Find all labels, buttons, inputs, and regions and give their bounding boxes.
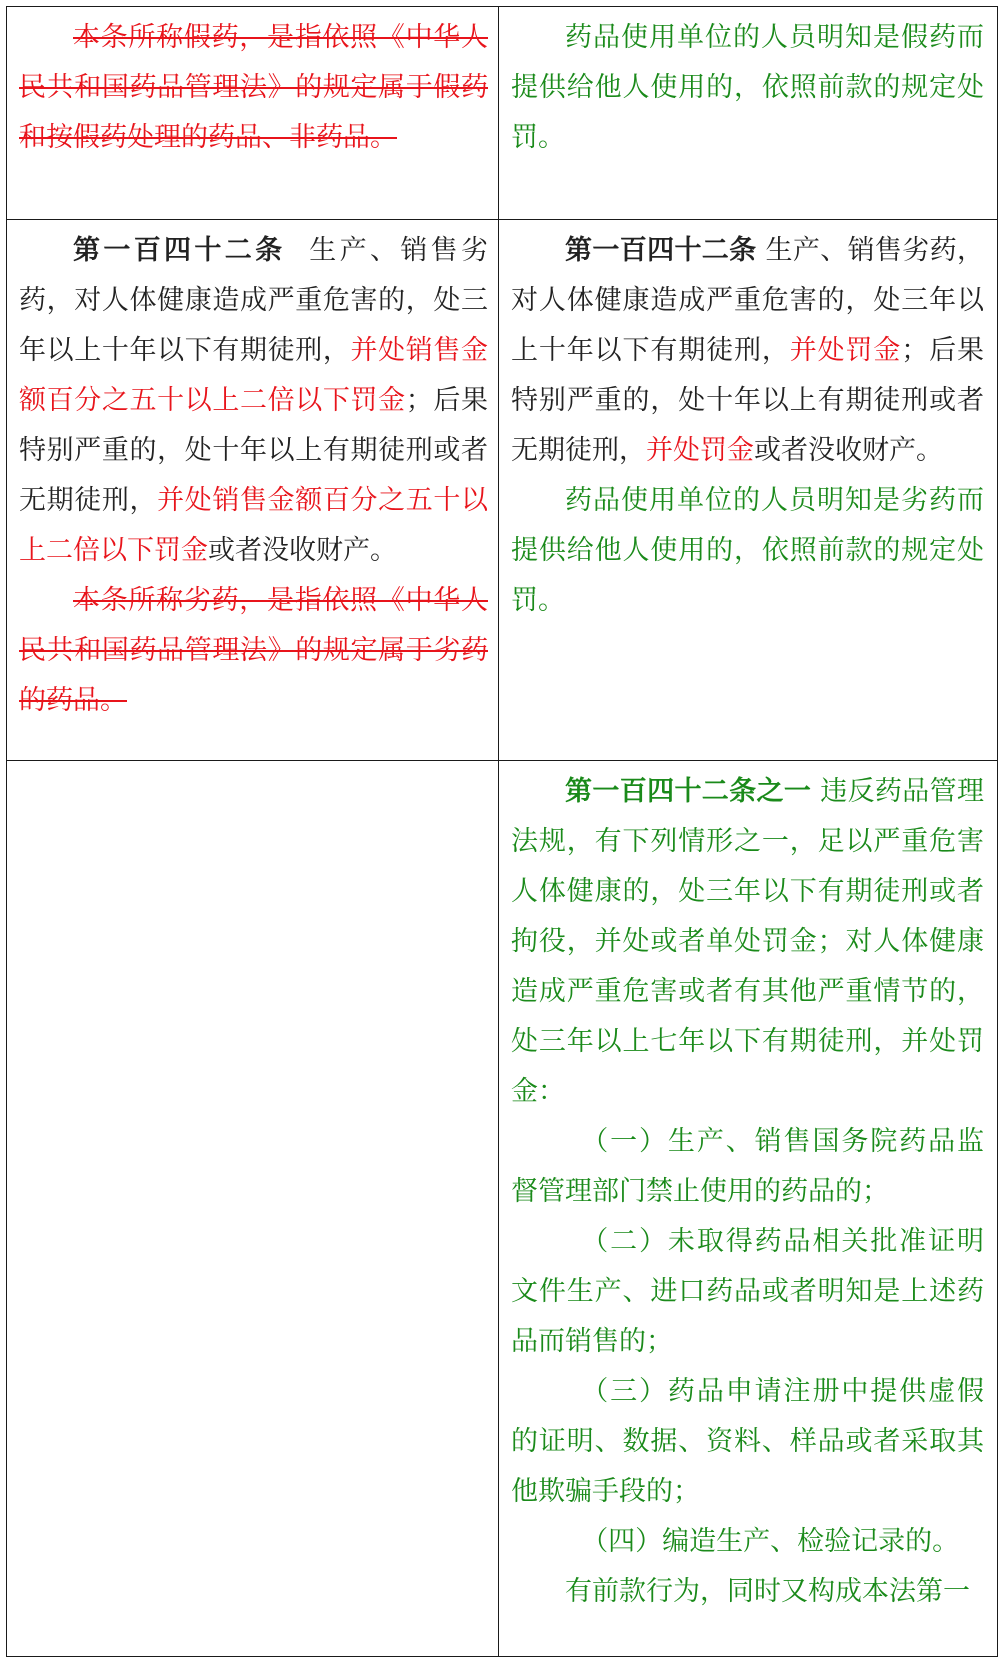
changed-text: 并处罚金 xyxy=(646,435,754,466)
list-item xyxy=(511,1217,984,1367)
left-cell-old-text xyxy=(7,220,499,760)
left-cell-old-text xyxy=(7,7,499,219)
article-text: ；后果特别严重的，处十年以上有期徒刑或者无期徒刑， xyxy=(511,335,984,466)
right-cell-new-text xyxy=(499,7,994,219)
article-text: 生产、销售劣药，对人体健康造成严重危害的，处三年以上十年以下有期徒刑， xyxy=(19,235,489,366)
added-paragraph xyxy=(511,476,984,626)
list-item-text: （四）编造生产、检验记录的。 xyxy=(581,1526,960,1557)
changed-text: 并处销售金额百分之五十以上二倍以下罚金 xyxy=(19,335,488,416)
changed-text: 并处销售金额百分之五十以上二倍以下罚金 xyxy=(19,485,488,566)
article-paragraph xyxy=(511,767,984,1117)
tail-paragraph xyxy=(511,1567,984,1617)
changed-text: 并处罚金 xyxy=(789,335,902,366)
added-text: 药品使用单位的人员明知是劣药而提供给他人使用的，依照前款的规定处罚。 xyxy=(511,485,984,616)
deleted-text: 本条所称劣药，是指依照《中华人民共和国药品管理法》的规定属于劣药的药品。 xyxy=(19,585,488,716)
right-cell-new-text xyxy=(499,220,994,760)
table-row xyxy=(7,761,997,1657)
deleted-paragraph xyxy=(19,13,488,163)
article-text: 违反药品管理法规，有下列情形之一，足以严重危害人体健康的，处三年以下有期徒刑或者拘役，并处或者单处罚金；对人体健康造成严重危害或者有其他严重情节的，处三年以上七年以下有期徒刑，并处罚金： xyxy=(511,776,985,1107)
added-text: 药品使用单位的人员明知是假药而提供给他人使用的，依照前款的规定处罚。 xyxy=(511,22,984,153)
right-cell-new-text xyxy=(499,761,994,1656)
article-paragraph xyxy=(19,226,488,576)
article-paragraph xyxy=(511,226,984,476)
article-text: 或者没收财产。 xyxy=(754,435,943,466)
article-text: 或者没收财产。 xyxy=(208,535,397,566)
list-item-text: （一）生产、销售国务院药品监督管理部门禁止使用的药品的； xyxy=(511,1126,984,1207)
article-title: 第一百四十二条之一 xyxy=(565,776,812,807)
deleted-paragraph xyxy=(19,576,488,726)
left-cell-empty xyxy=(7,761,499,1656)
list-item xyxy=(511,1517,984,1567)
list-item-text: （三）药品申请注册中提供虚假的证明、数据、资料、样品或者采取其他欺骗手段的； xyxy=(511,1376,984,1507)
list-item xyxy=(511,1367,984,1517)
tail-text: 有前款行为，同时又构成本法第一 xyxy=(565,1576,970,1607)
list-item-text: （二）未取得药品相关批准证明文件生产、进口药品或者明知是上述药品而销售的； xyxy=(511,1226,984,1357)
article-title: 第一百四十二条 xyxy=(565,235,757,266)
table-row xyxy=(7,220,997,761)
added-paragraph xyxy=(511,13,984,163)
comparison-table xyxy=(6,6,998,1657)
article-text xyxy=(285,235,309,266)
table-row xyxy=(7,7,997,220)
article-title: 第一百四十二条 xyxy=(73,235,286,266)
deleted-text: 本条所称假药，是指依照《中华人民共和国药品管理法》的规定属于假药和按假药处理的药品、非药品。 xyxy=(19,22,488,153)
article-text: ；后果特别严重的，处十年以上有期徒刑或者无期徒刑， xyxy=(19,385,488,516)
list-item xyxy=(511,1117,984,1217)
article-text: 生产、销售劣药，对人体健康造成严重危害的，处三年以上十年以下有期徒刑， xyxy=(511,235,985,366)
